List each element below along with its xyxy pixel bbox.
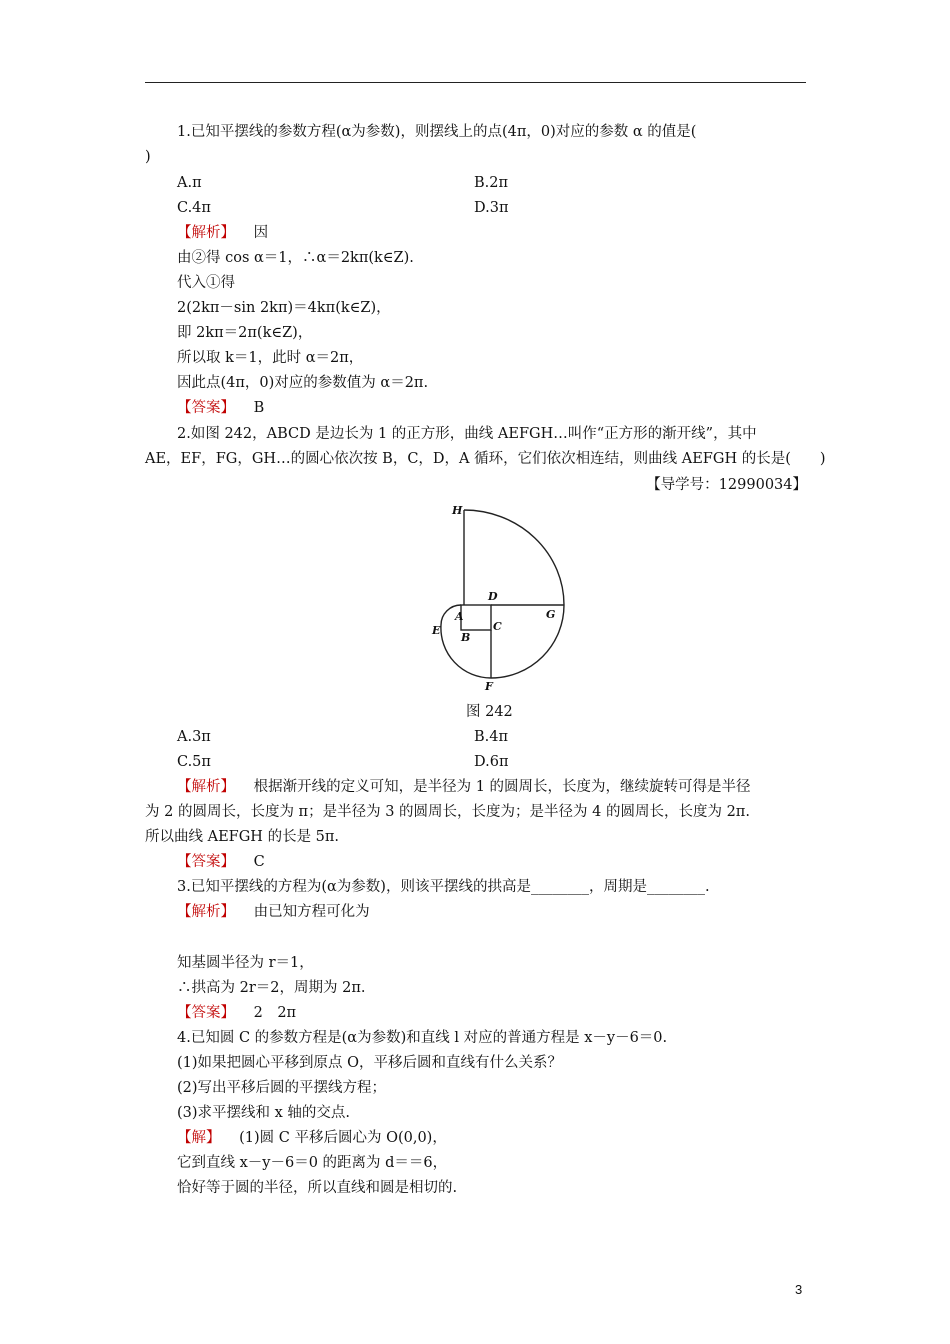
q1-option-a: A.π bbox=[177, 175, 202, 191]
q1-analysis-row bbox=[177, 223, 268, 243]
q3-answer: 2 2π bbox=[253, 1005, 297, 1021]
q1-option-d: D.3π bbox=[474, 200, 509, 216]
q2-analysis-line1: 根据渐开线的定义可知，是半径为 1 的圆周长，长度为，继续旋转可得是半径 bbox=[253, 779, 751, 795]
q4-part1: (1)如果把圆心平移到原点 O，平移后圆和直线有什么关系？ bbox=[177, 1055, 563, 1071]
q1-line2: 代入①得 bbox=[177, 275, 235, 291]
q2-analysis-row bbox=[177, 777, 751, 797]
q1-stem-line2: ) bbox=[145, 149, 151, 165]
q3-stem: 3.已知平摆线的方程为(α为参数)，则该平摆线的拱高是________，周期是________. bbox=[177, 879, 710, 895]
q3-answer-row bbox=[177, 1003, 296, 1023]
q4-part3: (3)求平摆线和 x 轴的交点. bbox=[177, 1105, 351, 1121]
q4-solution-line1: 它到直线 x－y－6＝0 的距离为 d＝＝6， bbox=[177, 1155, 448, 1171]
q3-line2: ∴拱高为 2r＝2，周期为 2π. bbox=[177, 980, 366, 996]
q1-answer-row bbox=[177, 398, 264, 418]
q1-line4: 即 2kπ＝2π(k∈Z)， bbox=[177, 325, 313, 341]
q1-line5: 所以取 k＝1，此时 α＝2π， bbox=[177, 350, 364, 366]
q2-option-a: A.3π bbox=[177, 729, 211, 745]
q3-line1: 知基圆半径为 r＝1， bbox=[177, 955, 314, 971]
q1-answer: B bbox=[253, 400, 265, 416]
q1-line6: 因此点(4π，0)对应的参数值为 α＝2π. bbox=[177, 375, 429, 391]
q2-answer-tag: 【答案】 bbox=[177, 854, 235, 870]
q2-answer: C bbox=[253, 854, 265, 870]
square-abcd bbox=[461, 605, 491, 630]
arc-gh bbox=[464, 510, 564, 605]
q1-analysis-text: 因 bbox=[253, 225, 269, 241]
q3-answer-tag: 【答案】 bbox=[177, 1005, 235, 1021]
q2-stem-line2: AE，EF，FG，GH…的圆心依次按 B，C，D，A 循环，它们依次相连结，则曲线 AEFGH 的长是( ) bbox=[145, 451, 826, 467]
q1-line1: 由②得 cos α＝1，∴α＝2kπ(k∈Z). bbox=[177, 250, 414, 266]
q2-answer-row bbox=[177, 852, 265, 872]
q1-stem-line1: 1.已知平摆线的参数方程(α为参数)，则摆线上的点(4π，0)对应的参数 α 的值是( bbox=[177, 124, 697, 140]
q2-analysis-line3: 所以曲线 AEFGH 的长是 5π. bbox=[145, 829, 340, 845]
label-h: H bbox=[452, 504, 463, 517]
q2-stem-line1: 2.如图 242，ABCD 是边长为 1 的正方形，曲线 AEFGH…叫作“正方形的渐开线”，其中 bbox=[177, 426, 757, 442]
q1-option-b: B.2π bbox=[474, 175, 509, 191]
q4-solution-row bbox=[177, 1128, 447, 1148]
label-f: F bbox=[485, 680, 493, 693]
q2-analysis-line2: 为 2 的圆周长，长度为 π；是半径为 3 的圆周长，长度为；是半径为 4 的圆周长，长度为 2π. bbox=[145, 804, 750, 820]
q2-option-d: D.6π bbox=[474, 754, 509, 770]
q2-analysis-tag: 【解析】 bbox=[177, 779, 235, 795]
label-b: B bbox=[461, 631, 471, 644]
q1-option-c: C.4π bbox=[177, 200, 211, 216]
label-g: G bbox=[546, 608, 556, 621]
label-d: D bbox=[488, 590, 498, 603]
q4-solution-line0: (1)圆 C 平移后圆心为 O(0,0)， bbox=[239, 1130, 447, 1146]
figure-caption: 图 242 bbox=[466, 704, 513, 720]
q3-analysis-text: 由已知方程可化为 bbox=[253, 904, 370, 920]
involute-figure bbox=[428, 500, 578, 695]
label-e: E bbox=[432, 624, 441, 637]
q1-answer-tag: 【答案】 bbox=[177, 400, 235, 416]
q4-stem: 4.已知圆 C 的参数方程是(α为参数)和直线 l 对应的普通方程是 x－y－6＝0. bbox=[177, 1030, 668, 1046]
label-c: C bbox=[493, 620, 502, 633]
q4-solution-tag: 【解】 bbox=[177, 1130, 221, 1146]
q2-option-b: B.4π bbox=[474, 729, 509, 745]
page-number: 3 bbox=[795, 1282, 803, 1297]
q4-part2: (2)写出平移后圆的平摆线方程； bbox=[177, 1080, 387, 1096]
q1-analysis-tag: 【解析】 bbox=[177, 225, 235, 241]
q2-guide-number: 【导学号：12990034】 bbox=[646, 477, 807, 493]
q2-option-c: C.5π bbox=[177, 754, 211, 770]
q3-analysis-row bbox=[177, 902, 370, 922]
label-a: A bbox=[455, 610, 464, 623]
header-rule bbox=[145, 82, 806, 83]
q1-line3: 2(2kπ－sin 2kπ)＝4kπ(k∈Z)， bbox=[177, 300, 391, 316]
q4-solution-line2: 恰好等于圆的半径，所以直线和圆是相切的. bbox=[177, 1180, 458, 1196]
q3-analysis-tag: 【解析】 bbox=[177, 904, 235, 920]
